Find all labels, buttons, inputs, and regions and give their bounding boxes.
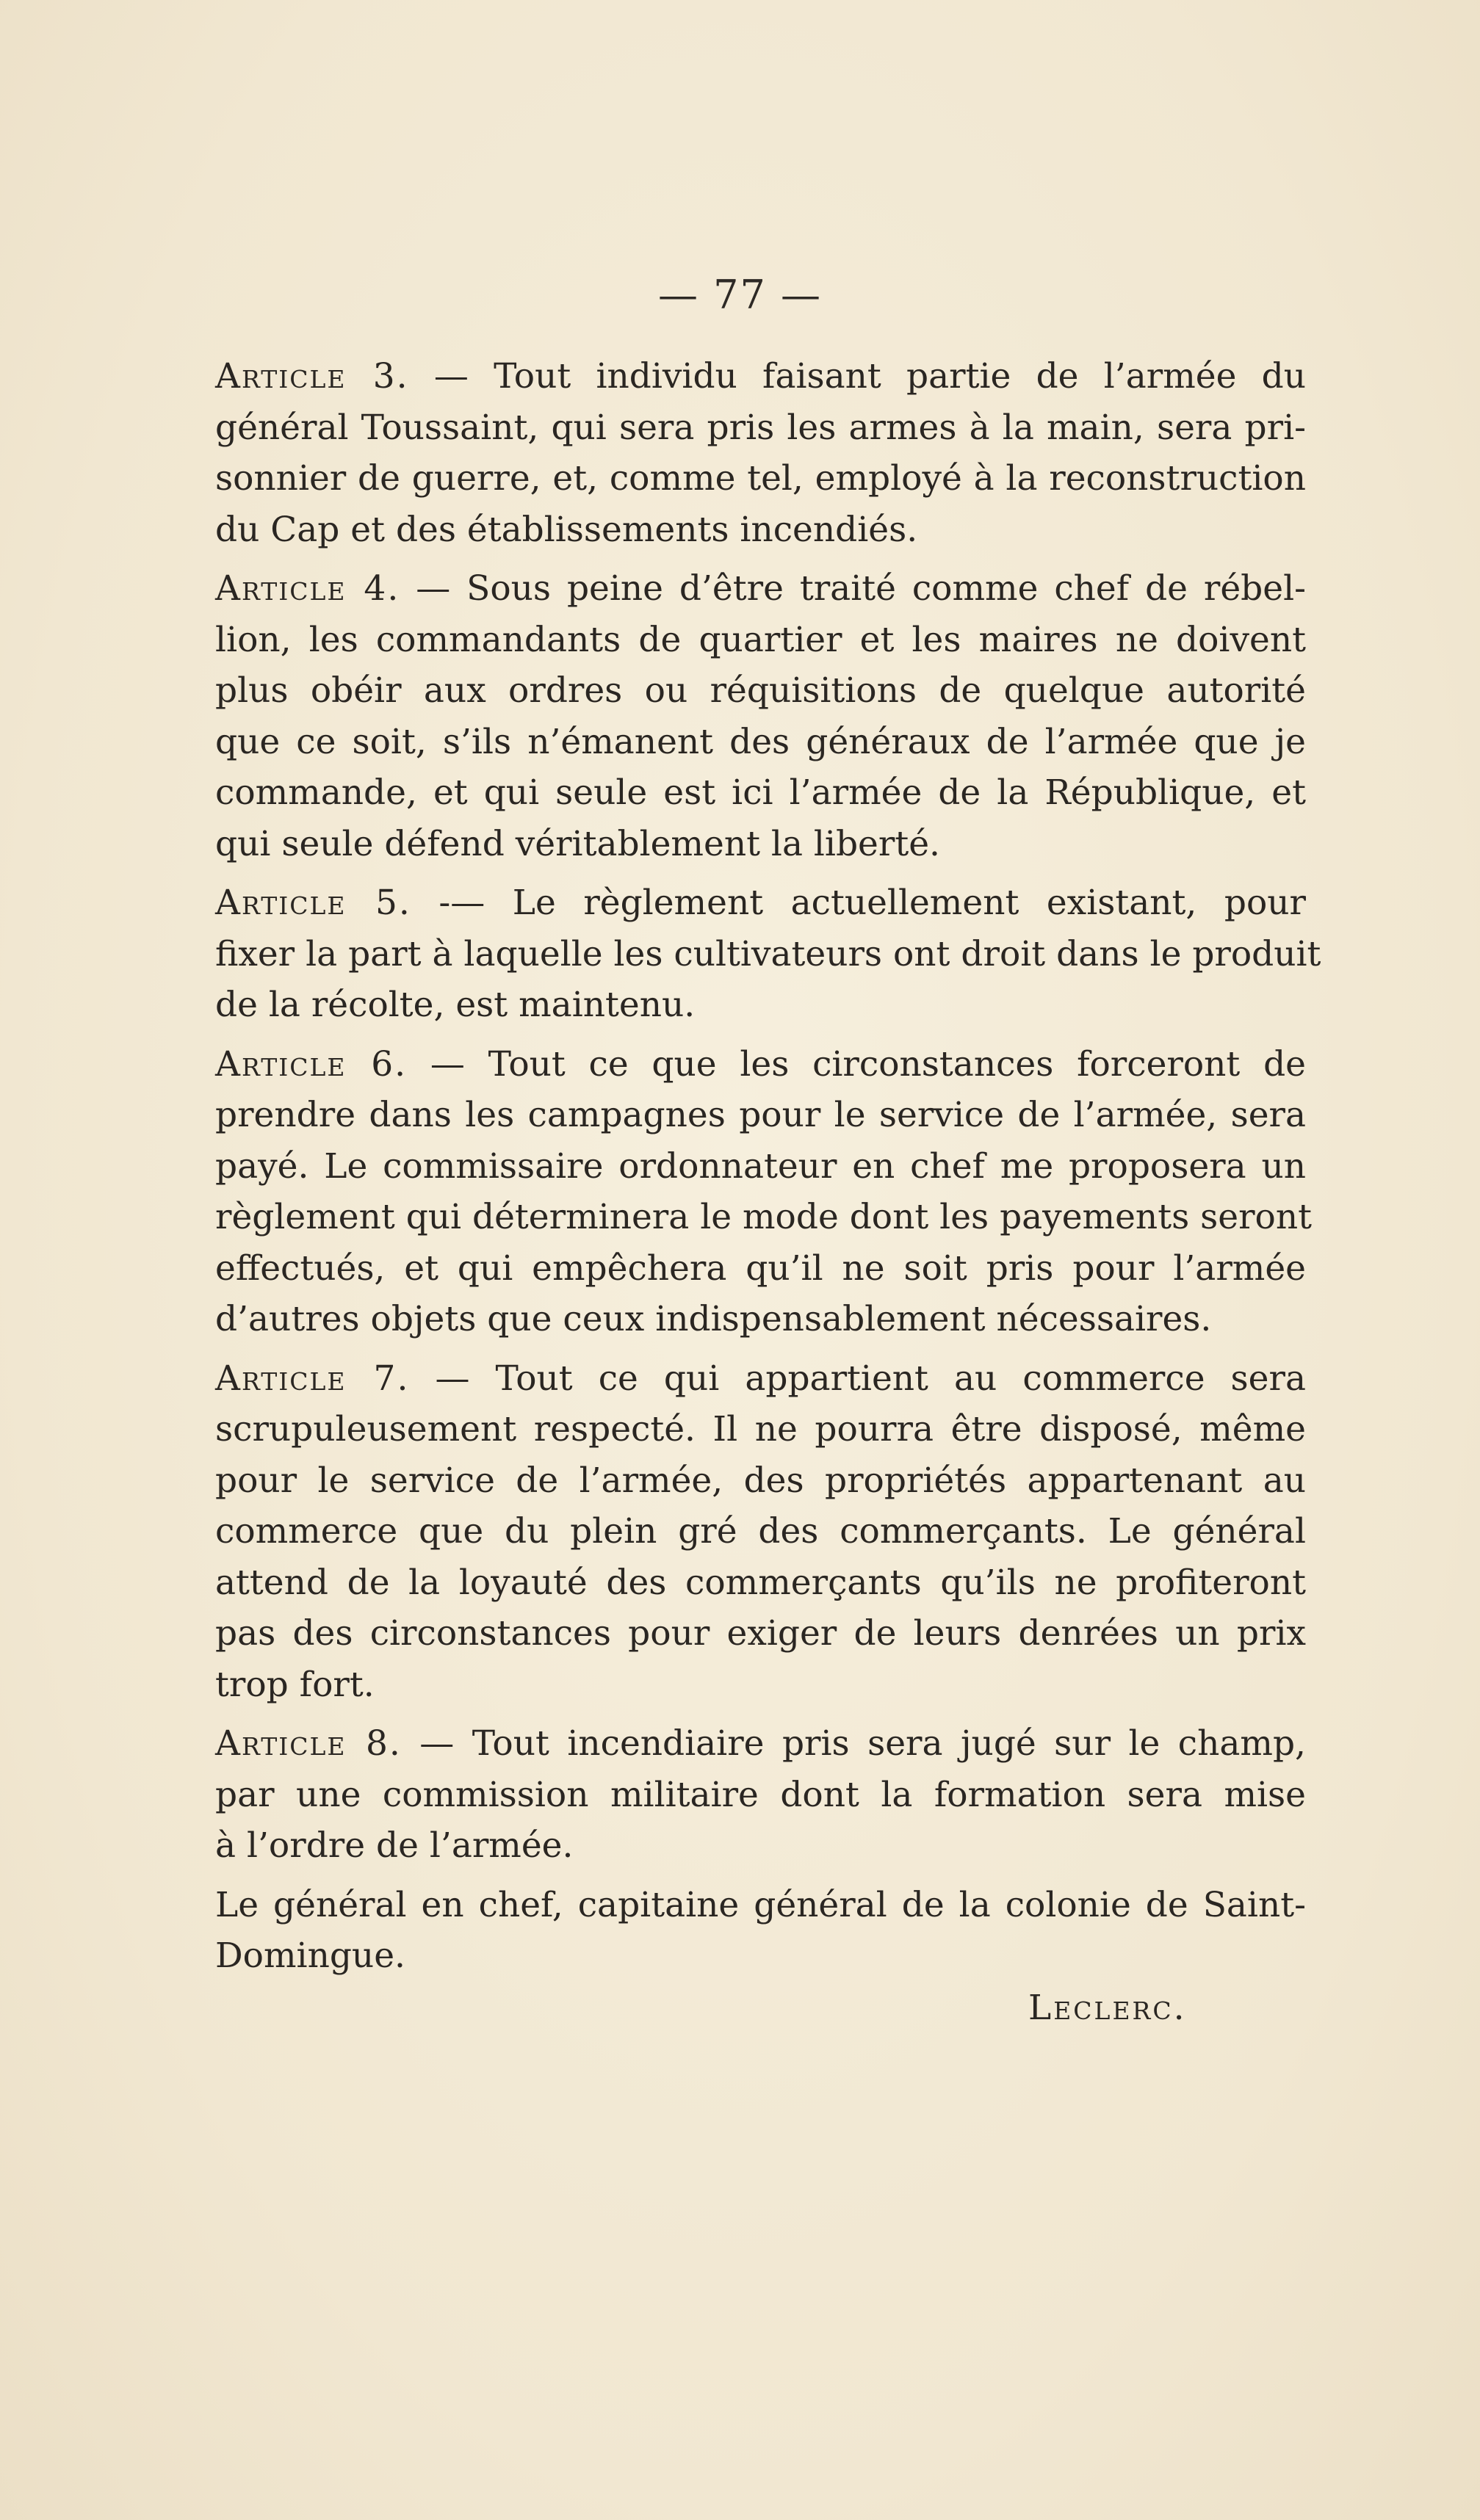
closing-line: Le général en chef, capitaine général de la colonie de Saint- [215, 1884, 1306, 1925]
article-line: pas des circonstances pour exiger de leurs denrées un prix [215, 1613, 1306, 1654]
article-line: Article 7. — Tout ce qui appartient au commerce sera [215, 1358, 1306, 1399]
article-8 [171, 1718, 1306, 1872]
article-label: Article 3. [215, 356, 409, 397]
article-line: Article 5. -— Le règlement actuellement existant, pour [215, 883, 1306, 923]
article-line: qui seule défend véritablement la liberté. [215, 823, 940, 864]
article-line: pour le service de l’armée, des propriétés appartenant au [215, 1460, 1306, 1501]
article-line: de la récolte, est maintenu. [215, 985, 696, 1025]
closing-line: Domingue. [215, 1936, 405, 1976]
article-line: Article 4. — Sous peine d’être traité comme chef de rébel- [215, 568, 1306, 609]
article-line: Article 3. — Tout individu faisant partie de l’armée du [215, 356, 1306, 397]
body-text [171, 351, 1321, 1990]
article-line: plus obéir aux ordres ou réquisitions de quelque autorité [215, 670, 1306, 711]
article-line: commerce que du plein gré des commerçants. Le général [215, 1511, 1306, 1552]
article-line: que ce soit, s’ils n’émanent des généraux de l’armée que je [215, 721, 1306, 762]
article-line: fixer la part à laquelle les cultivateurs ont droit dans le produit [215, 933, 1321, 974]
article-label: Article 6. [215, 1043, 408, 1085]
page-number: — 77 — [657, 272, 823, 318]
article-6 [171, 1039, 1313, 1345]
closing-paragraph [171, 1880, 1306, 1982]
article-4 [171, 563, 1306, 869]
article-line: par une commission militaire dont la formation sera mise [215, 1774, 1306, 1815]
article-label: Article 7. [215, 1358, 410, 1399]
article-label: Article 8. [215, 1723, 402, 1764]
article-line: Article 8. — Tout incendiaire pris sera jugé sur le champ, [215, 1723, 1306, 1764]
article-line: scrupuleusement respecté. Il ne pourra être disposé, même [215, 1409, 1306, 1449]
article-line: d’autres objets que ceux indispensablement nécessaires. [215, 1299, 1212, 1339]
signature: Leclerc. [1028, 1988, 1187, 2028]
article-line: payé. Le commissaire ordonnateur en chef me proposera un [215, 1145, 1306, 1187]
article-5 [171, 877, 1321, 1031]
article-label: Article 5. [215, 883, 411, 923]
article-line: effectués, et qui empêchera qu’il ne soit pris pour l’armée [215, 1248, 1306, 1289]
article-label: Article 4. [215, 568, 400, 609]
article-line: sonnier de guerre, et, comme tel, employé à la reconstruction [215, 458, 1306, 499]
article-line: trop fort. [215, 1664, 375, 1705]
article-line: général Toussaint, qui sera pris les armes à la main, sera pri- [215, 407, 1306, 448]
article-line: commande, et qui seule est ici l’armée de la République, et [215, 772, 1306, 813]
article-line: attend de la loyauté des commerçants qu’ils ne profiteront [215, 1562, 1306, 1603]
article-line: Article 6. — Tout ce que les circonstances forceront de [215, 1043, 1306, 1085]
article-7 [171, 1353, 1306, 1711]
article-line: prendre dans les campagnes pour le service de l’armée, sera [215, 1095, 1306, 1135]
article-line: du Cap et des établissements incendiés. [215, 509, 918, 550]
article-3 [171, 351, 1306, 555]
article-line: lion, les commandants de quartier et les maires ne doivent [215, 619, 1306, 660]
article-line: règlement qui déterminera le mode dont les payements seront [215, 1197, 1313, 1237]
article-line: à l’ordre de l’armée. [215, 1825, 574, 1866]
